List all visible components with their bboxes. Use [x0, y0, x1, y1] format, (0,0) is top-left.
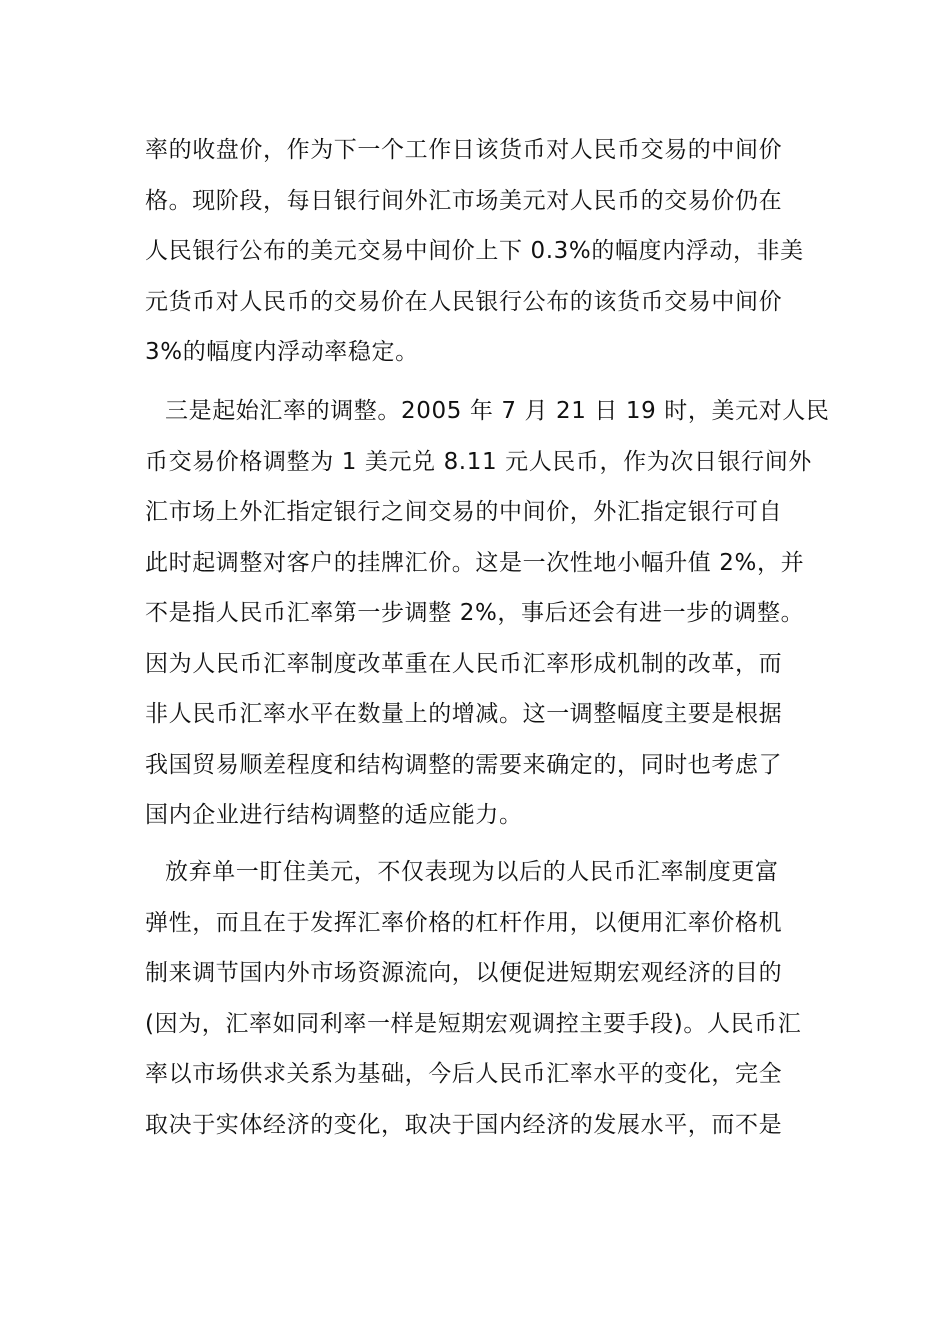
text-line: (因为，汇率如同利率一样是短期宏观调控主要手段)。人民币汇	[145, 1011, 802, 1037]
text-line: 率的收盘价，作为下一个工作日该货币对人民币交易的中间价	[145, 137, 783, 163]
text-line: 我国贸易顺差程度和结构调整的需要来确定的，同时也考虑了	[145, 752, 783, 778]
text-line: 率以市场供求关系为基础，今后人民币汇率水平的变化，完全	[145, 1061, 783, 1087]
text-line: 国内企业进行结构调整的适应能力。	[145, 802, 523, 828]
text-line: 不是指人民币汇率第一步调整 2%，事后还会有进一步的调整。	[145, 600, 805, 626]
text-line: 币交易价格调整为 1 美元兑 8.11 元人民币，作为次日银行间外	[145, 449, 812, 475]
text-line: 格。现阶段，每日银行间外汇市场美元对人民币的交易价仍在	[145, 188, 783, 214]
text-line: 非人民币汇率水平在数量上的增减。这一调整幅度主要是根据	[145, 701, 783, 727]
text-line: 弹性，而且在于发挥汇率价格的杠杆作用，以便用汇率价格机	[145, 910, 783, 936]
text-line: 元货币对人民币的交易价在人民银行公布的该货币交易中间价	[145, 289, 783, 315]
text-line: 放弃单一盯住美元，不仅表现为以后的人民币汇率制度更富	[165, 859, 779, 885]
text-line: 制来调节国内外市场资源流向，以便促进短期宏观经济的目的	[145, 960, 783, 986]
text-line: 此时起调整对客户的挂牌汇价。这是一次性地小幅升值 2%，并	[145, 550, 805, 576]
text-line: 三是起始汇率的调整。2005 年 7 月 21 日 19 时，美元对人民	[165, 398, 830, 424]
text-line: 3%的幅度内浮动率稳定。	[145, 339, 419, 365]
text-line: 因为人民币汇率制度改革重在人民币汇率形成机制的改革，而	[145, 651, 783, 677]
text-line: 汇市场上外汇指定银行之间交易的中间价，外汇指定银行可自	[145, 499, 783, 525]
text-line: 人民银行公布的美元交易中间价上下 0.3%的幅度内浮动，非美	[145, 238, 804, 264]
text-line: 取决于实体经济的变化，取决于国内经济的发展水平，而不是	[145, 1112, 783, 1138]
